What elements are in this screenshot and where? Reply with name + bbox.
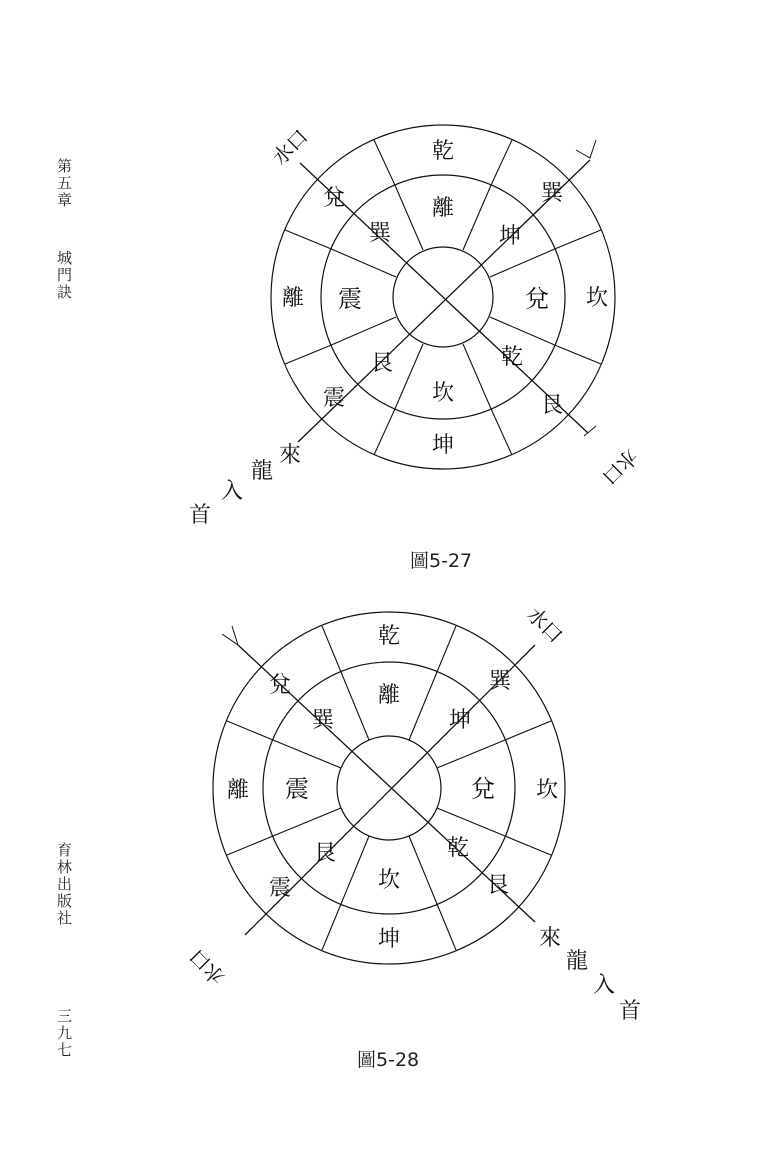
inner-label: 艮 [370, 351, 394, 376]
divider [374, 411, 394, 455]
inner-label: 艮 [313, 841, 337, 866]
dragon-char: 首 [188, 503, 212, 528]
divider [490, 317, 557, 346]
figure-5-27-diagram [170, 110, 650, 530]
divider [505, 836, 551, 855]
divider [374, 140, 394, 183]
divider [409, 672, 437, 740]
divider [273, 808, 341, 836]
outer-label: 巽 [488, 669, 512, 694]
inner-label: 乾 [500, 345, 524, 370]
inner-label: 離 [431, 196, 455, 221]
arrow-mark [576, 140, 596, 158]
divider [557, 346, 601, 364]
outer-label: 離 [281, 286, 305, 311]
outer-label: 乾 [431, 139, 455, 164]
publisher-label: 育林出版社 [55, 842, 73, 927]
dragon-char: 龍 [565, 949, 589, 974]
outer-label: 坎 [585, 286, 609, 311]
page-number: 三九七 [55, 1008, 73, 1059]
inner-label: 坤 [448, 708, 472, 733]
divider [227, 836, 273, 855]
outer-label: 坤 [431, 433, 455, 458]
inner-label: 坎 [431, 381, 455, 406]
water-mouth-label: 水口 [597, 444, 643, 490]
divider [557, 230, 601, 248]
dragon-char: 龍 [250, 459, 274, 484]
water-mouth-label: 水口 [184, 944, 230, 990]
divider [492, 411, 512, 455]
divider [437, 626, 456, 672]
inner-label: 兌 [471, 775, 495, 803]
outer-label: 坤 [377, 927, 401, 952]
dragon-char: 入 [220, 479, 244, 504]
divider [437, 808, 505, 836]
outer-label: 離 [226, 778, 250, 803]
section-label: 城門訣 [55, 250, 73, 301]
figure-caption: 圖5-28 [357, 1049, 420, 1071]
dragon-char: 入 [592, 973, 616, 998]
dragon-char: 首 [618, 999, 642, 1024]
divider [505, 721, 551, 740]
water-mouth-label: 水口 [522, 602, 568, 648]
figure-caption: 圖5-27 [410, 550, 473, 572]
outer-label: 艮 [486, 873, 510, 898]
outer-label: 乾 [377, 624, 401, 649]
inner-label: 巽 [368, 221, 392, 246]
inner-label: 乾 [446, 836, 470, 861]
divider [341, 836, 369, 904]
divider [322, 626, 341, 672]
divider [329, 248, 396, 277]
arrow-mark [222, 626, 238, 645]
outer-label: 巽 [540, 181, 564, 206]
chapter-label: 第五章 [55, 158, 73, 209]
divider [329, 317, 396, 346]
outer-label: 兌 [268, 673, 292, 698]
outer-circle [213, 612, 565, 964]
divider [437, 904, 456, 950]
outer-label: 震 [268, 876, 292, 901]
divider [273, 740, 341, 768]
divider [285, 346, 329, 364]
divider [227, 721, 273, 740]
divider [492, 140, 512, 183]
dragon-char: 來 [538, 926, 562, 951]
divider [463, 183, 492, 250]
inner-label: 震 [338, 285, 362, 313]
outer-label: 震 [322, 386, 346, 411]
inner-label: 巽 [311, 708, 335, 733]
outer-label: 艮 [540, 393, 564, 418]
inner-label: 震 [285, 775, 309, 803]
dragon-char: 來 [278, 443, 302, 468]
inner-label: 坎 [377, 868, 401, 893]
water-mouth-label: 水口 [267, 124, 313, 170]
outer-label: 兌 [322, 186, 346, 211]
divider [394, 344, 423, 411]
outer-label: 坎 [535, 778, 559, 803]
inner-label: 離 [377, 683, 401, 708]
divider [409, 836, 437, 904]
divider [437, 740, 505, 768]
inner-label: 兌 [525, 285, 549, 313]
divider [490, 248, 557, 277]
divider [285, 230, 329, 248]
inner-label: 坤 [498, 224, 522, 249]
figure-5-28-diagram [170, 595, 670, 1035]
divider [341, 672, 369, 740]
divider [463, 344, 492, 411]
divider [394, 183, 423, 250]
divider [322, 904, 341, 950]
